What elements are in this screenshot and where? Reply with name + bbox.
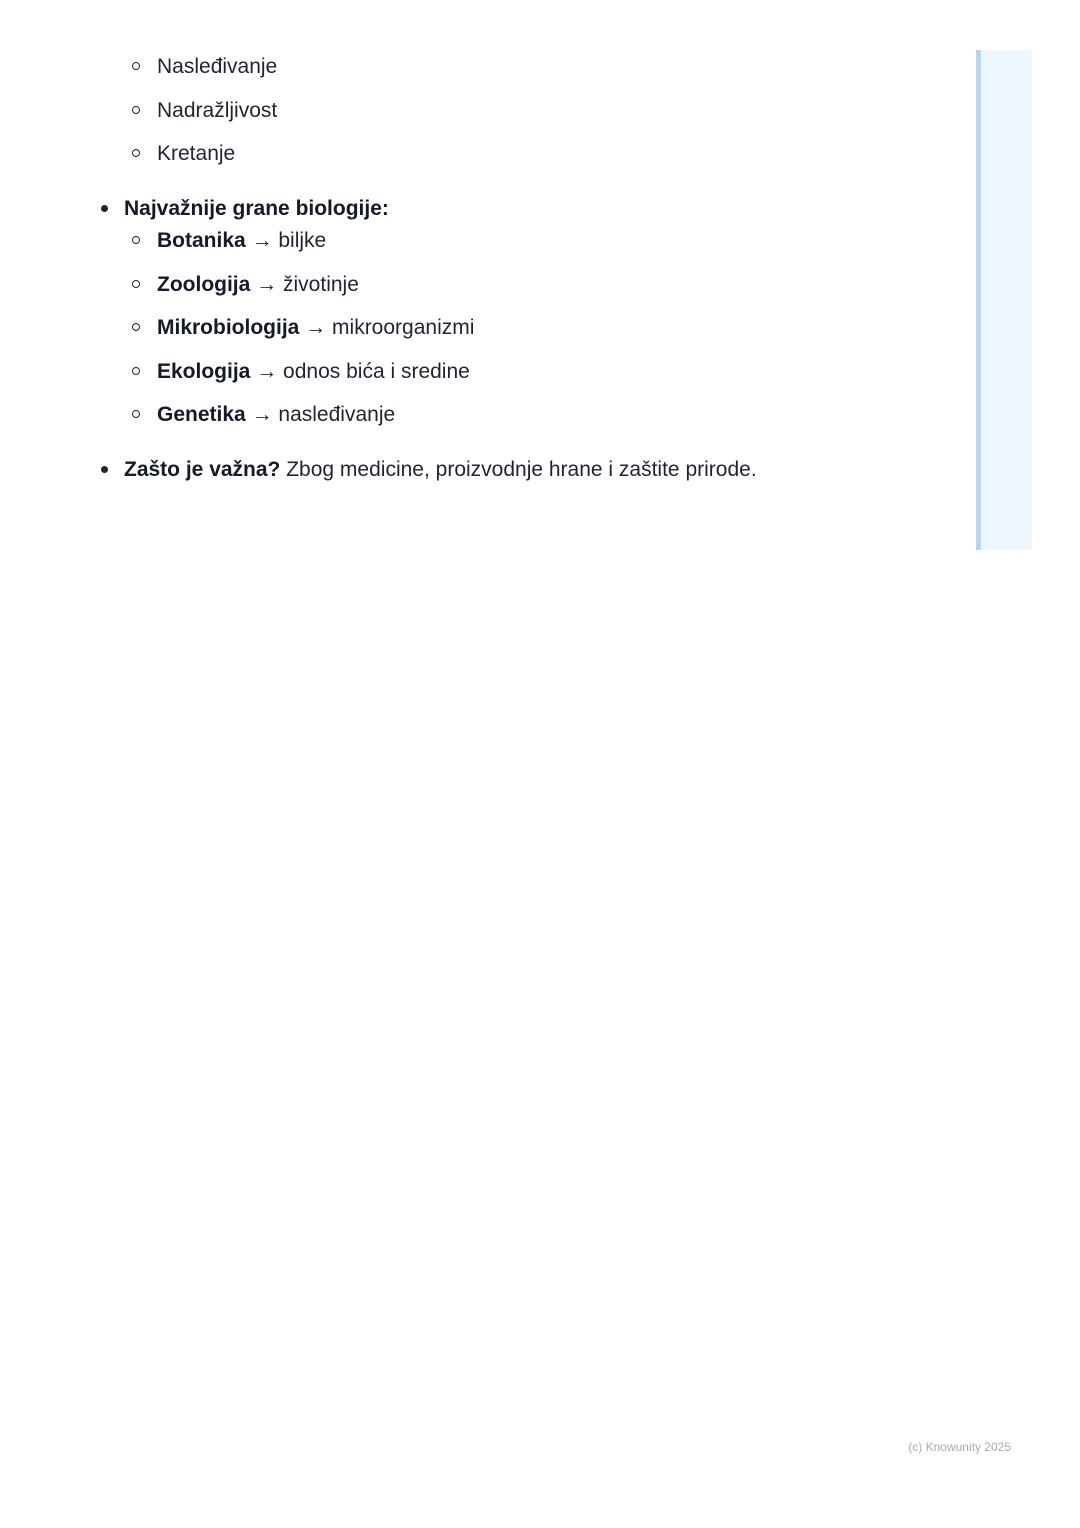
list-item: Genetika → nasleđivanje <box>0 400 960 444</box>
arrow-right-icon: → <box>251 403 273 427</box>
arrow-right-icon: → <box>256 359 278 383</box>
bullet-icon <box>101 466 108 473</box>
properties-sublist <box>0 52 960 183</box>
arrow-right-icon: → <box>305 316 327 340</box>
branches-sublist <box>0 226 960 444</box>
arrow-right-icon: → <box>256 272 278 296</box>
hollow-bullet-icon <box>132 149 140 157</box>
branches-heading: Najvažnije grane biologije: <box>124 197 389 220</box>
arrow-right-icon: → <box>251 229 273 252</box>
list-item: Nasleđivanje <box>0 52 960 96</box>
hollow-bullet-icon <box>132 106 140 114</box>
branches-list-item <box>0 194 1080 224</box>
copyright-footer: (c) Knowunity 2025 <box>908 1440 1011 1454</box>
hollow-bullet-icon <box>132 236 140 244</box>
list-item: Kretanje <box>0 139 960 183</box>
importance-list-item <box>0 455 1080 485</box>
list-item: Nadražljivost <box>0 96 960 140</box>
list-item: Ekologija → odnos bića i sredine <box>0 357 960 401</box>
list-item: Zoologija → životinje <box>0 270 960 314</box>
hollow-bullet-icon <box>132 323 140 331</box>
bullet-icon <box>101 205 108 212</box>
hollow-bullet-icon <box>132 410 140 418</box>
list-item: Botanika → biljke <box>0 226 960 270</box>
hollow-bullet-icon <box>132 367 140 375</box>
list-item: Mikrobiologija → mikroorganizmi <box>0 313 960 357</box>
importance-answer: Zbog medicine, proizvodnje hrane i zaštite prirode. <box>286 458 757 481</box>
importance-question: Zašto je važna? <box>124 458 281 481</box>
hollow-bullet-icon <box>132 280 140 288</box>
hollow-bullet-icon <box>132 62 140 70</box>
